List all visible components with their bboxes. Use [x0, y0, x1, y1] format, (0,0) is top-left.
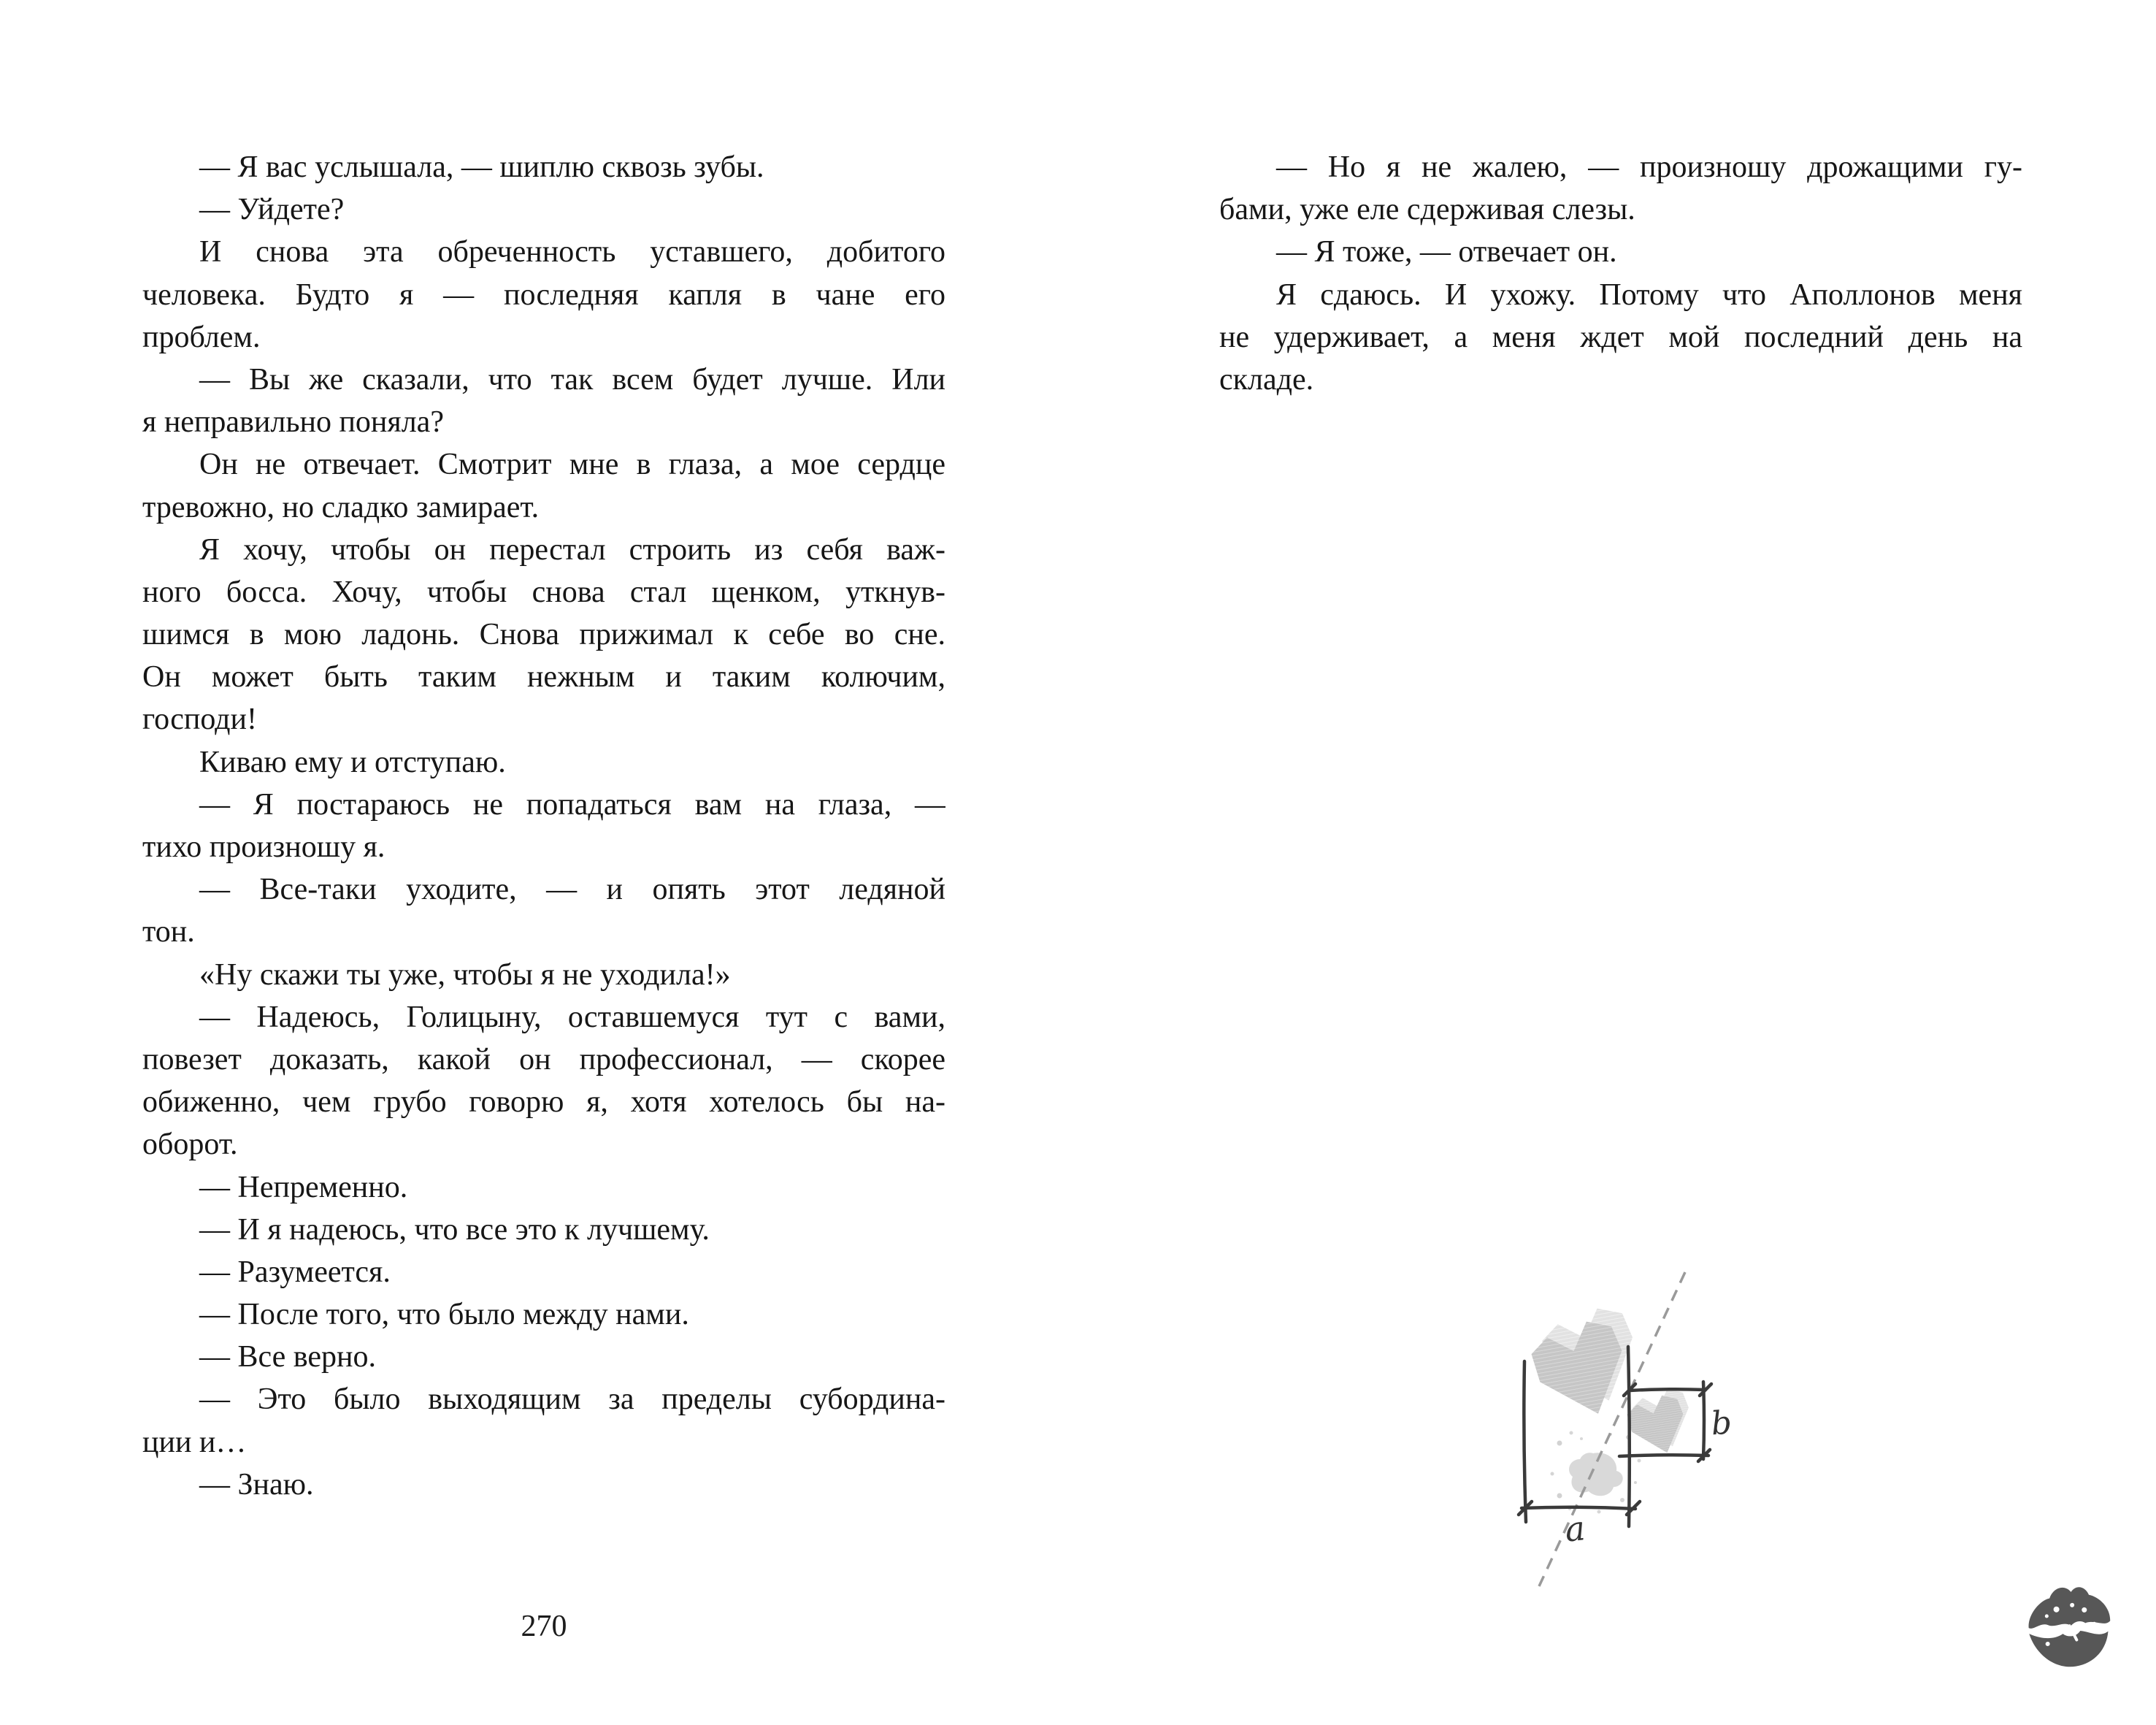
text-line: не удерживает, а меня ждет мой последний день на: [1219, 320, 2022, 354]
text-line: И снова эта обреченность уставшего, добитого: [199, 235, 945, 269]
text-line: Киваю ему и отступаю.: [199, 745, 506, 779]
text-line: — Я тоже, — отвечает он.: [1276, 235, 1617, 269]
text-line: ного босса. Хочу, чтобы снова стал щенком, уткнув-: [142, 575, 945, 609]
page-number: 270: [521, 1610, 567, 1643]
text-line: «Ну скажи ты уже, чтобы я не уходила!»: [199, 957, 731, 992]
text-line: бами, уже еле сдерживая слезы.: [1219, 193, 1635, 227]
small-heart-icon: [1622, 1385, 1700, 1461]
text-line: — Все-таки уходите, — и опять этот ледяной: [199, 873, 945, 907]
right-text-column: [1219, 146, 2022, 401]
text-line: — И я надеюсь, что все это к лучшему.: [199, 1212, 710, 1247]
text-line: — Все верно.: [199, 1340, 377, 1374]
text-line: — Я постараюсь не попадаться вам на глаза, —: [199, 787, 945, 822]
text-line: — Но я не жалею, — произношу дрожащими гу-: [1276, 150, 2022, 184]
text-line: — Вы же сказали, что так всем будет лучше. Или: [199, 362, 945, 397]
text-line: повезет доказать, какой он профессионал, — скорее: [142, 1042, 945, 1076]
text-line: обиженно, чем грубо говорю я, хотя хотелось бы на-: [142, 1085, 945, 1120]
text-line: оборот.: [142, 1128, 238, 1162]
right-page: [1078, 0, 2156, 1725]
text-line: шимся в мою ладонь. Снова прижимал к себе во сне.: [142, 618, 945, 652]
text-line: Я сдаюсь. И ухожу. Потому что Аполлонов меня: [1276, 278, 2022, 312]
dimension-label-a: a: [1562, 1508, 1587, 1550]
left-text-column: [142, 146, 945, 1506]
text-line: ции и…: [142, 1425, 247, 1459]
text-line: проблем.: [142, 320, 261, 354]
text-line: — Уйдете?: [199, 193, 345, 227]
dimension-label-b: b: [1709, 1404, 1733, 1443]
text-line: тихо произношу я.: [142, 830, 385, 864]
text-line: я неправильно поняла?: [142, 405, 444, 440]
text-line: — Это было выходящим за пределы субордина-: [199, 1382, 945, 1417]
text-line: Я хочу, чтобы он перестал строить из себя важ-: [199, 532, 945, 567]
kiss-stamp-icon: [2014, 1579, 2130, 1696]
ink-splatter-icon: [1551, 1431, 1641, 1514]
text-line: складе.: [1219, 362, 1314, 397]
text-line: — Знаю.: [199, 1467, 314, 1502]
hearts-sketch-illustration: [1489, 1255, 1738, 1605]
text-line: тревожно, но сладко замирает.: [142, 490, 540, 524]
text-line: Он может быть таким нежным и таким колючим,: [142, 660, 945, 695]
text-line: человека. Будто я — последняя капля в чане его: [142, 278, 945, 312]
text-line: — Непременно.: [199, 1170, 408, 1204]
text-line: — Надеюсь, Голицыну, оставшемуся тут с вами,: [199, 1000, 945, 1034]
text-line: — Я вас услышала, — шиплю сквозь зубы.: [199, 150, 764, 184]
text-line: — Разумеется.: [199, 1255, 391, 1289]
text-line: Он не отвечает. Смотрит мне в глаза, а мое сердце: [199, 448, 945, 482]
text-line: тон.: [142, 915, 195, 949]
text-line: — После того, что было между нами.: [199, 1298, 689, 1332]
text-line: господи!: [142, 703, 257, 737]
